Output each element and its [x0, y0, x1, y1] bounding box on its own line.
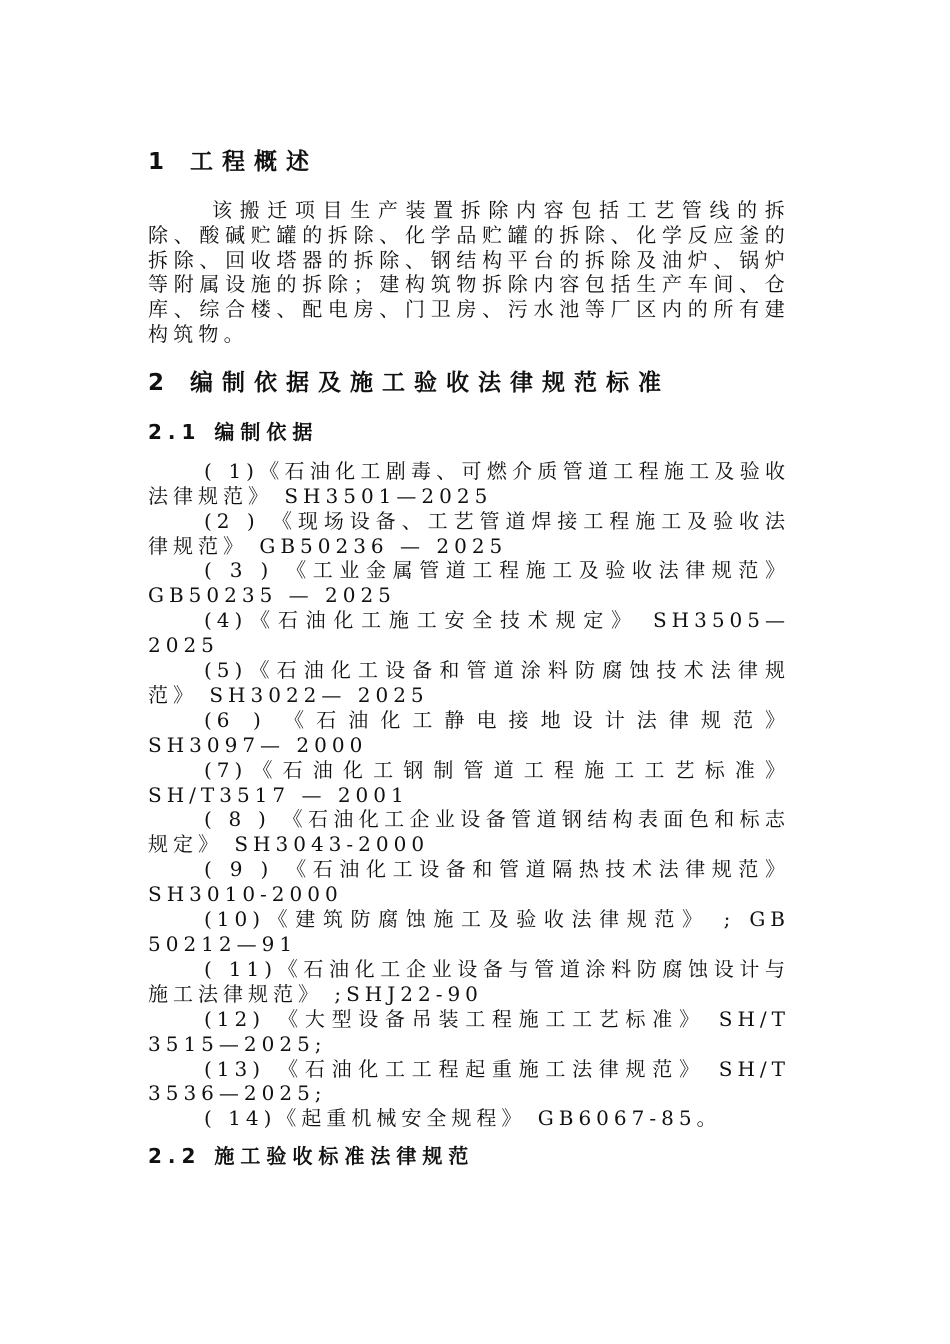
reference-item: ( 3 ) 《工业金属管道工程施工及验收法律规范》 GB50235 — 2025 [148, 558, 790, 608]
reference-item: (2 ) 《现场设备、工艺管道焊接工程施工及验收法律规范》 GB50236 — 2025 [148, 508, 790, 558]
reference-item: (5)《石油化工设备和管道涂料防腐蚀技术法律规范》 SH3022— 2025 [148, 658, 790, 707]
document-content [148, 146, 790, 1171]
section-1-heading: 1 工程概述 [148, 149, 319, 175]
section-2-heading: 2 编制依据及施工验收法律规范标准 [148, 369, 671, 396]
reference-item: ( 8 ) 《石油化工企业设备管道钢结构表面色和标志规定》 SH3043-2000 [148, 807, 790, 857]
reference-item: ( 11)《石油化工企业设备与管道涂料防腐蚀设计与施工法律规范》 ;SHJ22-90 [148, 956, 790, 1006]
reference-item: ( 14)《起重机械安全规程》 GB6067-85。 [204, 1106, 722, 1131]
reference-item: (10)《建筑防腐蚀施工及验收法律规范》 ; GB 50212—91 [148, 907, 790, 956]
reference-item: ( 1)《石油化工剧毒、可燃介质管道工程施工及验收法律规范》 SH3501—2025 [148, 458, 790, 508]
reference-item: (13) 《石油化工工程起重施工法律规范》 SH/T 3536—2025; [148, 1056, 790, 1106]
reference-item: (6 ) 《石油化工静电接地设计法律规范》 SH3097— 2000 [148, 707, 790, 757]
reference-item: (4)《石油化工施工安全技术规定》 SH3505—2025 [148, 608, 790, 658]
section-1-paragraph: 该搬迁项目生产装置拆除内容包括工艺管线的拆除、酸碱贮罐的拆除、化学品贮罐的拆除、化学反应釜的拆除、回收塔器的拆除、钢结构平台的拆除及油炉、锅炉等附属设施的拆除；建构筑物拆除内容包括生产车间、仓库、综合楼、配电房、门卫房、污水池等厂区内的所有建构筑物。 [148, 198, 790, 346]
reference-list [148, 459, 790, 1131]
section-2-2-heading: 2.2 施工验收标准法律规范 [148, 1144, 475, 1169]
section-2-1-heading: 2.1 编制依据 [148, 419, 319, 444]
reference-item: (7)《石油化工钢制管道工程施工工艺标准》 SH/T3517 — 2001 [148, 757, 790, 807]
reference-item: (12) 《大型设备吊装工程施工工艺标准》 SH/T 3515—2025; [148, 1006, 790, 1056]
reference-item: ( 9 ) 《石油化工设备和管道隔热技术法律规范》 SH3010-2000 [148, 857, 790, 907]
